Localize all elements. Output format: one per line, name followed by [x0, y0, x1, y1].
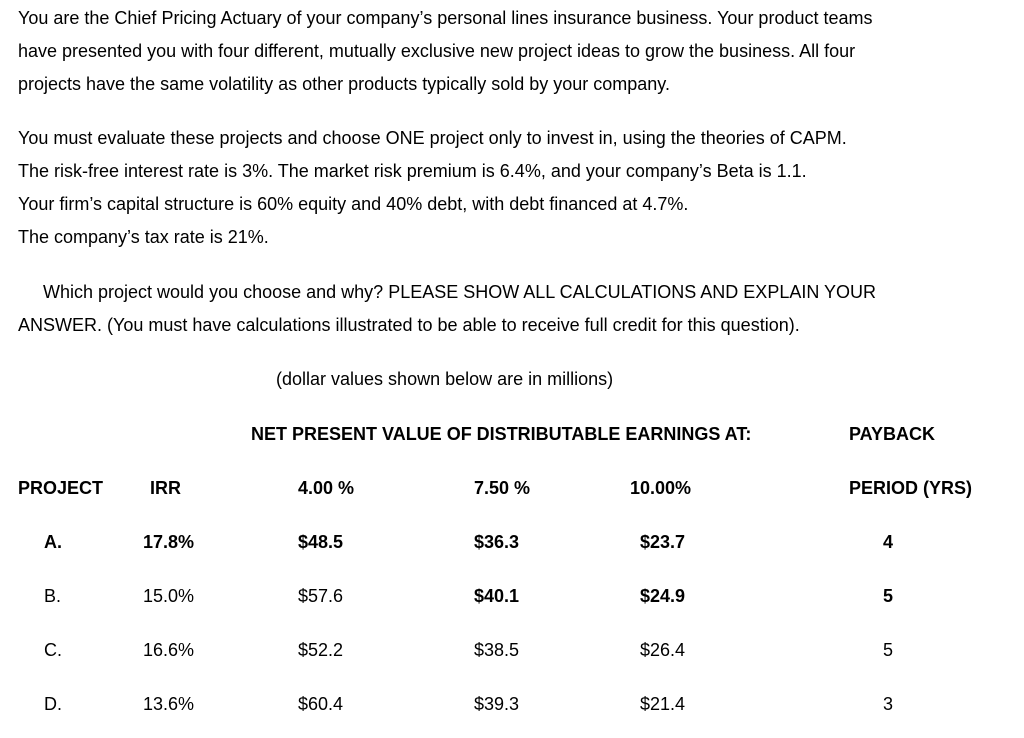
paragraph-line: You are the Chief Pricing Actuary of your company’s personal lines insurance business. Your product teams — [18, 8, 873, 28]
table-cell-irr: 17.8% — [143, 532, 195, 552]
paragraph-line: projects have the same volatility as other products typically sold by your company. — [18, 74, 670, 94]
column-header-npv-10: 10.00% — [630, 478, 692, 498]
intro-paragraph-1 — [18, 2, 1008, 101]
table-cell-payback: 5 — [883, 586, 894, 606]
intro-paragraph-2 — [18, 122, 1008, 254]
column-header-project: PROJECT — [18, 478, 104, 498]
paragraph-line: Your firm’s capital structure is 60% equity and 40% debt, with debt financed at 4.7%. — [18, 194, 689, 214]
table-cell-payback: 5 — [883, 640, 894, 660]
column-header-npv-4: 4.00 % — [298, 478, 355, 498]
paragraph-line: The company’s tax rate is 21%. — [18, 227, 269, 247]
table-cell-npv-10: $24.9 — [640, 586, 686, 606]
table-cell-npv-4: $60.4 — [298, 694, 344, 714]
table-cell-npv-7-5: $36.3 — [474, 532, 520, 552]
column-header-payback-period: PERIOD (YRS) — [849, 478, 973, 498]
table-cell-irr: 13.6% — [143, 694, 195, 714]
table-cell-payback: 4 — [883, 532, 894, 552]
table-cell-project: C. — [44, 640, 62, 660]
paragraph-line: ANSWER. (You must have calculations illustrated to be able to receive full credit for this question). — [18, 315, 800, 335]
table-cell-npv-10: $23.7 — [640, 532, 686, 552]
table-cell-project: D. — [44, 694, 62, 714]
paragraph-line: have presented you with four different, mutually exclusive new project ideas to grow the business. All four — [18, 41, 856, 61]
table-cell-payback: 3 — [883, 694, 894, 714]
table-cell-project: B. — [44, 586, 62, 606]
table-cell-npv-10: $26.4 — [640, 640, 686, 660]
table-cell-npv-4: $57.6 — [298, 586, 344, 606]
paragraph-line: Which project would you choose and why? PLEASE SHOW ALL CALCULATIONS AND EXPLAIN YOUR — [43, 282, 877, 302]
table-cell-npv-4: $52.2 — [298, 640, 344, 660]
paragraph-line: You must evaluate these projects and choose ONE project only to invest in, using the theories of CAPM. — [18, 128, 847, 148]
column-header-npv-7-5: 7.50 % — [474, 478, 531, 498]
units-note: (dollar values shown below are in millions) — [276, 369, 614, 389]
paragraph-line: The risk-free interest rate is 3%. The market risk premium is 6.4%, and your company’s Beta is 1.1. — [18, 161, 807, 181]
npv-header: NET PRESENT VALUE OF DISTRIBUTABLE EARNINGS AT: — [251, 424, 752, 444]
table-cell-irr: 16.6% — [143, 640, 195, 660]
table-cell-irr: 15.0% — [143, 586, 195, 606]
question-paragraph — [18, 276, 1008, 342]
table-cell-project: A. — [44, 532, 62, 552]
column-header-irr: IRR — [150, 478, 181, 498]
table-cell-npv-10: $21.4 — [640, 694, 686, 714]
payback-header: PAYBACK — [849, 424, 936, 444]
table-cell-npv-7-5: $40.1 — [474, 586, 520, 606]
table-cell-npv-7-5: $39.3 — [474, 694, 520, 714]
table-cell-npv-4: $48.5 — [298, 532, 344, 552]
table-cell-npv-7-5: $38.5 — [474, 640, 520, 660]
